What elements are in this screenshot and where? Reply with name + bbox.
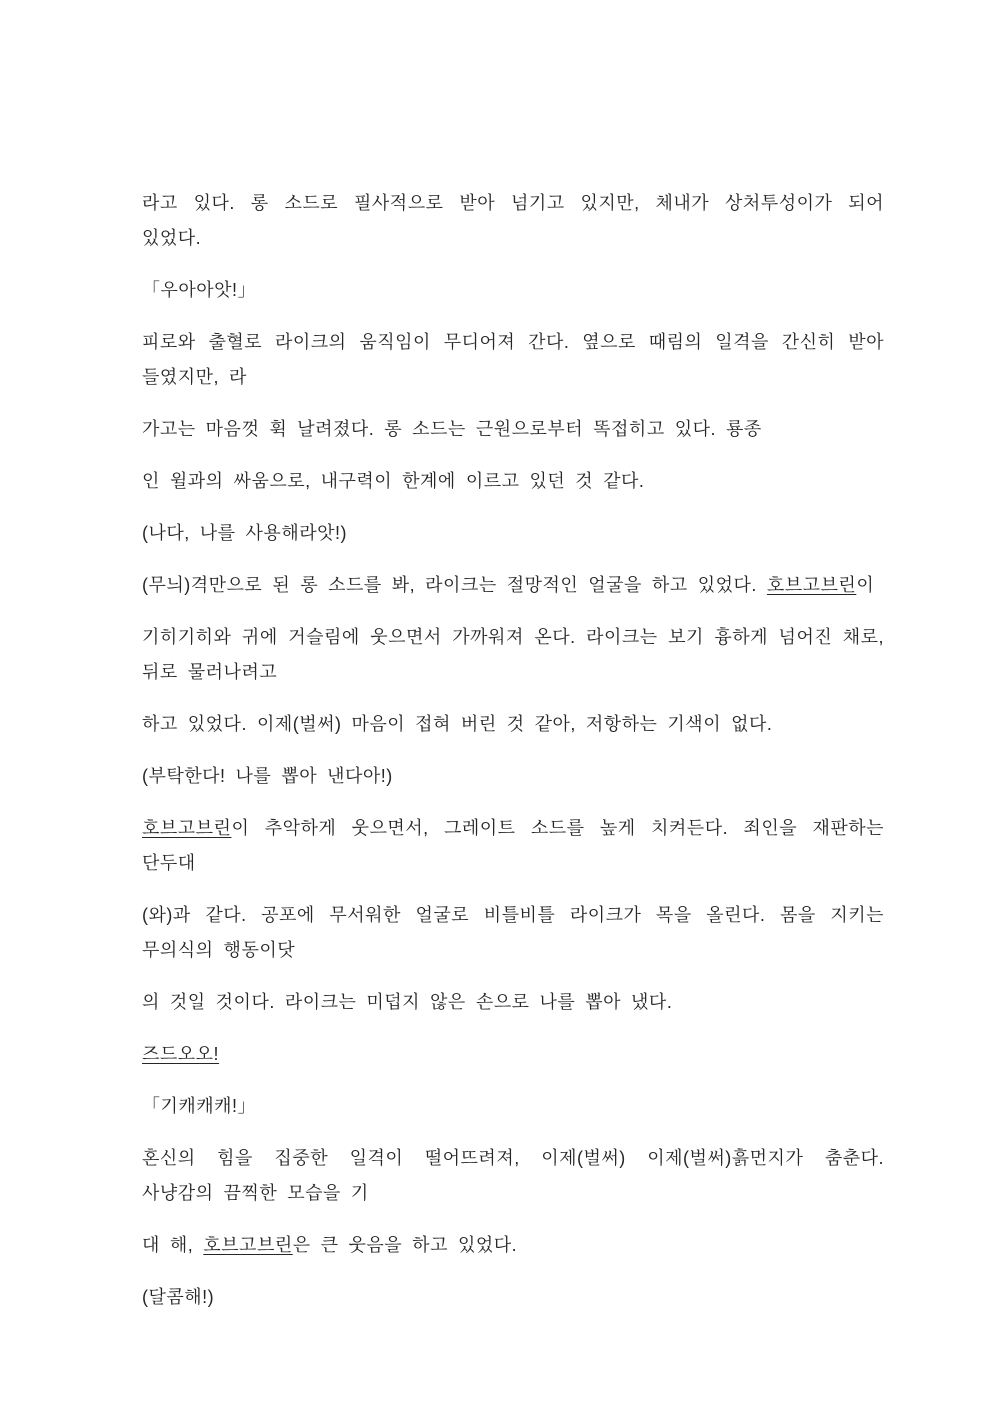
paragraph: (와)과 같다. 공포에 무서워한 얼굴로 비틀비틀 라이크가 목을 올린다. 몸을 지키는 무의식의 행동이닷 bbox=[142, 905, 884, 960]
paragraph: 기히기히와 귀에 거슬림에 웃으면서 가까워져 온다. 라이크는 보기 흉하게 넘어진 채로, 뒤로 물러나려고 bbox=[142, 627, 884, 682]
paragraph: 인 윌과의 싸움으로, 내구력이 한계에 이르고 있던 것 같다. bbox=[142, 471, 645, 491]
underlined-text: 호브고브린 bbox=[203, 1235, 293, 1255]
paragraph: 「우아아앗!」 bbox=[142, 280, 257, 300]
paragraph: (무늬)격만으로 된 롱 소드를 봐, 라이크는 절망적인 얼굴을 하고 있었다. 호브고브린이 bbox=[142, 575, 875, 595]
paragraph: 의 것일 것이다. 라이크는 미덥지 않은 손으로 나를 뽑아 냈다. bbox=[142, 992, 673, 1012]
paragraph: 하고 있었다. 이제(벌써) 마음이 접혀 버린 것 같아, 저항하는 기색이 없다. bbox=[142, 714, 773, 734]
paragraph bbox=[142, 1037, 884, 1072]
paragraph: 호브고브린이 추악하게 웃으면서, 그레이트 소드를 높게 치켜든다. 죄인을 재판하는 단두대 bbox=[142, 818, 884, 873]
paragraph: 가고는 마음껏 휙 날려졌다. 롱 소드는 근원으로부터 똑접히고 있다. 룡종 bbox=[142, 419, 762, 439]
paragraph: 「기캐캐캐!」 bbox=[142, 1096, 257, 1116]
underlined-text: 호브고브린 bbox=[142, 818, 232, 838]
paragraph: (나다, 나를 사용해라앗!) bbox=[142, 523, 347, 543]
underlined-text: 호브고브린 bbox=[766, 575, 857, 595]
document-content bbox=[142, 186, 884, 1332]
paragraph: (부탁한다! 나를 뽑아 낸다아!) bbox=[142, 766, 393, 786]
underlined-text: 즈드오오! bbox=[142, 1044, 220, 1064]
paragraph: 라고 있다. 롱 소드로 필사적으로 받아 넘기고 있지만, 체내가 상처투성이가 되어 있었다. bbox=[142, 193, 884, 248]
paragraph: 피로와 출혈로 라이크의 움직임이 무디어져 간다. 옆으로 때림의 일격을 간신히 받아 들였지만, 라 bbox=[142, 332, 884, 387]
paragraph: 혼신의 힘을 집중한 일격이 떨어뜨려져, 이제(벌써) 이제(벌써)흙먼지가 춤춘다. 사냥감의 끔찍한 모습을 기 bbox=[142, 1148, 884, 1203]
paragraph: (달콤해!) bbox=[142, 1287, 215, 1307]
paragraph: 대 해, 호브고브린은 큰 웃음을 하고 있었다. bbox=[142, 1235, 518, 1255]
